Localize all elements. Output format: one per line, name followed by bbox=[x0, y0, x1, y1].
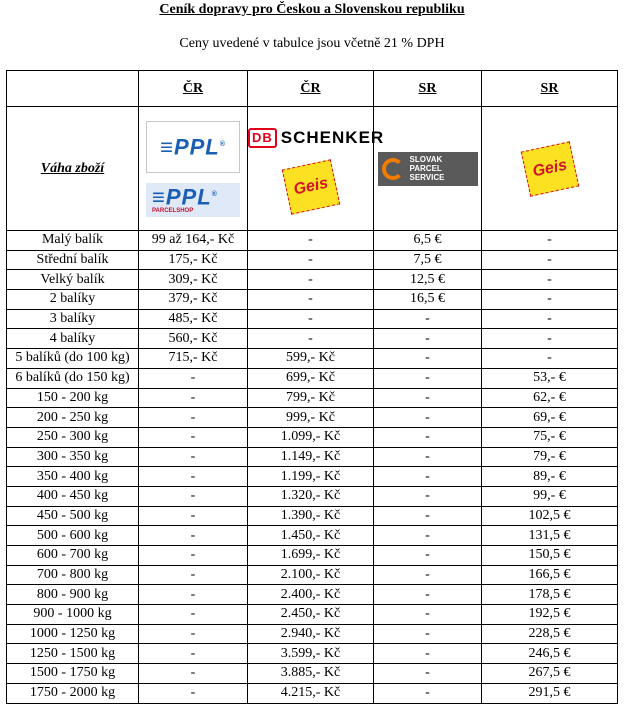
table-row bbox=[7, 270, 618, 290]
sr-geis-price: 178,5 € bbox=[482, 585, 618, 605]
sr-sps-price: 7,5 € bbox=[374, 250, 482, 270]
schenker-logo-cell bbox=[248, 107, 385, 231]
cr-schenker-price: - bbox=[248, 231, 374, 251]
slovak-parcel-service-logo: SLOVAK PARCEL SERVICE bbox=[378, 152, 478, 186]
db-schenker-logo: DB SCHENKER bbox=[248, 128, 373, 148]
weight-label: 5 balíků (do 100 kg) bbox=[7, 349, 139, 369]
cr-ppl-price: - bbox=[139, 368, 248, 388]
cr-ppl-price: 560,- Kč bbox=[139, 329, 248, 349]
table-row bbox=[7, 664, 618, 684]
weight-label: 200 - 250 kg bbox=[7, 408, 139, 428]
cr-ppl-price: 309,- Kč bbox=[139, 270, 248, 290]
sr-sps-price: - bbox=[374, 467, 482, 487]
sr-sps-price: - bbox=[374, 546, 482, 566]
cr-schenker-price: 2.100,- Kč bbox=[248, 565, 374, 585]
column-header-cr-schenker: ČR bbox=[248, 71, 374, 107]
sr-sps-price: - bbox=[374, 565, 482, 585]
cr-schenker-price: 2.450,- Kč bbox=[248, 605, 374, 625]
sr-geis-price: 102,5 € bbox=[482, 506, 618, 526]
table-row bbox=[7, 624, 618, 644]
cr-schenker-price: - bbox=[248, 290, 374, 310]
sr-geis-price: 166,5 € bbox=[482, 565, 618, 585]
cr-schenker-price: 599,- Kč bbox=[248, 349, 374, 369]
table-row bbox=[7, 526, 618, 546]
geis-logo: Geis bbox=[281, 159, 339, 214]
weight-label: 1250 - 1500 kg bbox=[7, 644, 139, 664]
weight-label: 450 - 500 kg bbox=[7, 506, 139, 526]
cr-schenker-price: 2.940,- Kč bbox=[248, 624, 374, 644]
table-row bbox=[7, 329, 618, 349]
sr-sps-price: - bbox=[374, 683, 482, 703]
weight-label: 3 balíky bbox=[7, 309, 139, 329]
table-row bbox=[7, 683, 618, 703]
cr-schenker-price: - bbox=[248, 270, 374, 290]
sr-sps-price: 6,5 € bbox=[374, 231, 482, 251]
table-row bbox=[7, 427, 618, 447]
sr-sps-price: 16,5 € bbox=[374, 290, 482, 310]
cr-ppl-price: - bbox=[139, 683, 248, 703]
sr-sps-price: - bbox=[374, 644, 482, 664]
sr-sps-price: - bbox=[374, 506, 482, 526]
table-row bbox=[7, 231, 618, 251]
weight-label: 350 - 400 kg bbox=[7, 467, 139, 487]
cr-ppl-price: 175,- Kč bbox=[139, 250, 248, 270]
geis-sr-logo-cell bbox=[482, 107, 618, 231]
cr-ppl-price: - bbox=[139, 486, 248, 506]
table-row bbox=[7, 349, 618, 369]
weight-label: 400 - 450 kg bbox=[7, 486, 139, 506]
sr-geis-price: 62,- € bbox=[482, 388, 618, 408]
logo-row bbox=[7, 107, 618, 231]
cr-schenker-price: 3.885,- Kč bbox=[248, 664, 374, 684]
cr-ppl-price: 379,- Kč bbox=[139, 290, 248, 310]
cr-schenker-price: 1.099,- Kč bbox=[248, 427, 374, 447]
table-row bbox=[7, 506, 618, 526]
cr-ppl-price: - bbox=[139, 408, 248, 428]
page-title: Ceník dopravy pro Českou a Slovenskou republiku bbox=[159, 2, 465, 17]
price-table bbox=[6, 70, 618, 704]
sr-sps-price: - bbox=[374, 624, 482, 644]
table-row bbox=[7, 585, 618, 605]
sr-sps-price: - bbox=[374, 408, 482, 428]
weight-label: 150 - 200 kg bbox=[7, 388, 139, 408]
cr-ppl-price: - bbox=[139, 506, 248, 526]
weight-label: 250 - 300 kg bbox=[7, 427, 139, 447]
cr-schenker-price: 1.149,- Kč bbox=[248, 447, 374, 467]
sr-geis-price: - bbox=[482, 290, 618, 310]
ppl-parcelshop-logo: ≡PPL® PARCELSHOP bbox=[146, 183, 240, 217]
weight-label: 1500 - 1750 kg bbox=[7, 664, 139, 684]
sr-geis-price: 79,- € bbox=[482, 447, 618, 467]
cr-ppl-price: - bbox=[139, 388, 248, 408]
weight-label: 2 balíky bbox=[7, 290, 139, 310]
sr-sps-price: - bbox=[374, 427, 482, 447]
sr-geis-price: 53,- € bbox=[482, 368, 618, 388]
cr-ppl-price: 99 až 164,- Kč bbox=[139, 231, 248, 251]
table-row bbox=[7, 388, 618, 408]
cr-schenker-price: - bbox=[248, 250, 374, 270]
table-row bbox=[7, 546, 618, 566]
table-row bbox=[7, 309, 618, 329]
cr-schenker-price: 699,- Kč bbox=[248, 368, 374, 388]
sr-sps-price: - bbox=[374, 388, 482, 408]
cr-schenker-price: 1.450,- Kč bbox=[248, 526, 374, 546]
sr-geis-price: 228,5 € bbox=[482, 624, 618, 644]
cr-schenker-price: 1.320,- Kč bbox=[248, 486, 374, 506]
cr-schenker-price: 1.699,- Kč bbox=[248, 546, 374, 566]
weight-label: 800 - 900 kg bbox=[7, 585, 139, 605]
cr-ppl-price: - bbox=[139, 565, 248, 585]
sr-geis-price: 75,- € bbox=[482, 427, 618, 447]
table-row bbox=[7, 644, 618, 664]
weight-label: 700 - 800 kg bbox=[7, 565, 139, 585]
sr-geis-price: 267,5 € bbox=[482, 664, 618, 684]
sr-geis-price: - bbox=[482, 349, 618, 369]
cr-ppl-price: - bbox=[139, 427, 248, 447]
sr-geis-price: - bbox=[482, 231, 618, 251]
sr-sps-price: - bbox=[374, 605, 482, 625]
sr-sps-price: 12,5 € bbox=[374, 270, 482, 290]
sr-sps-price: - bbox=[374, 526, 482, 546]
cr-ppl-price: 715,- Kč bbox=[139, 349, 248, 369]
cr-schenker-price: - bbox=[248, 329, 374, 349]
cr-ppl-price: - bbox=[139, 526, 248, 546]
table-row bbox=[7, 467, 618, 487]
sr-sps-price: - bbox=[374, 447, 482, 467]
weight-label: 1000 - 1250 kg bbox=[7, 624, 139, 644]
cr-ppl-price: - bbox=[139, 585, 248, 605]
sr-sps-price: - bbox=[374, 329, 482, 349]
cr-schenker-price: 4.215,- Kč bbox=[248, 683, 374, 703]
weight-label: Velký balík bbox=[7, 270, 139, 290]
weight-label: 300 - 350 kg bbox=[7, 447, 139, 467]
weight-label: Střední balík bbox=[7, 250, 139, 270]
cr-schenker-price: - bbox=[248, 309, 374, 329]
cr-ppl-price: - bbox=[139, 546, 248, 566]
cr-schenker-price: 1.390,- Kč bbox=[248, 506, 374, 526]
weight-label: 900 - 1000 kg bbox=[7, 605, 139, 625]
sr-geis-price: - bbox=[482, 270, 618, 290]
sr-sps-price: - bbox=[374, 486, 482, 506]
table-row bbox=[7, 447, 618, 467]
table-row bbox=[7, 486, 618, 506]
sr-geis-price: 291,5 € bbox=[482, 683, 618, 703]
cr-schenker-price: 2.400,- Kč bbox=[248, 585, 374, 605]
weight-label: 1750 - 2000 kg bbox=[7, 683, 139, 703]
table-row bbox=[7, 565, 618, 585]
sr-geis-price: - bbox=[482, 250, 618, 270]
table-row bbox=[7, 290, 618, 310]
column-header-cr-ppl: ČR bbox=[139, 71, 248, 107]
cr-ppl-price: - bbox=[139, 467, 248, 487]
sr-geis-price: 246,5 € bbox=[482, 644, 618, 664]
column-header-sr-sps: SR bbox=[374, 71, 482, 107]
weight-label: 600 - 700 kg bbox=[7, 546, 139, 566]
table-row bbox=[7, 250, 618, 270]
ppl-logo: ≡PPL® bbox=[146, 121, 240, 173]
sr-geis-price: 131,5 € bbox=[482, 526, 618, 546]
sps-mark-icon bbox=[382, 158, 404, 180]
column-header-sr-geis: SR bbox=[482, 71, 618, 107]
weight-label: 500 - 600 kg bbox=[7, 526, 139, 546]
cr-ppl-price: - bbox=[139, 664, 248, 684]
ppl-logo-cell bbox=[139, 107, 248, 231]
cr-ppl-price: 485,- Kč bbox=[139, 309, 248, 329]
cr-schenker-price: 1.199,- Kč bbox=[248, 467, 374, 487]
sr-sps-price: - bbox=[374, 309, 482, 329]
weight-label: 6 balíků (do 150 kg) bbox=[7, 368, 139, 388]
cr-ppl-price: - bbox=[139, 644, 248, 664]
table-row bbox=[7, 368, 618, 388]
sr-geis-price: 150,5 € bbox=[482, 546, 618, 566]
sr-sps-price: - bbox=[374, 585, 482, 605]
page-subtitle: Ceny uvedené v tabulce jsou včetně 21 % DPH bbox=[179, 36, 445, 51]
sr-geis-price: - bbox=[482, 329, 618, 349]
header-row bbox=[7, 71, 618, 107]
sr-geis-price: 192,5 € bbox=[482, 605, 618, 625]
sr-geis-price: 69,- € bbox=[482, 408, 618, 428]
weight-label: 4 balíky bbox=[7, 329, 139, 349]
cr-ppl-price: - bbox=[139, 605, 248, 625]
header-empty-cell bbox=[7, 71, 139, 107]
sps-logo-cell bbox=[374, 107, 482, 231]
sr-sps-price: - bbox=[374, 349, 482, 369]
cr-schenker-price: 3.599,- Kč bbox=[248, 644, 374, 664]
table-row bbox=[7, 605, 618, 625]
sr-geis-price: 89,- € bbox=[482, 467, 618, 487]
sr-sps-price: - bbox=[374, 368, 482, 388]
geis-logo: Geis bbox=[520, 141, 578, 196]
sr-sps-price: - bbox=[374, 664, 482, 684]
sr-geis-price: - bbox=[482, 309, 618, 329]
cr-ppl-price: - bbox=[139, 447, 248, 467]
cr-ppl-price: - bbox=[139, 624, 248, 644]
weight-label: Malý balík bbox=[7, 231, 139, 251]
cr-schenker-price: 999,- Kč bbox=[248, 408, 374, 428]
cr-schenker-price: 799,- Kč bbox=[248, 388, 374, 408]
table-row bbox=[7, 408, 618, 428]
sr-geis-price: 99,- € bbox=[482, 486, 618, 506]
weight-header: Váha zboží bbox=[7, 107, 139, 231]
